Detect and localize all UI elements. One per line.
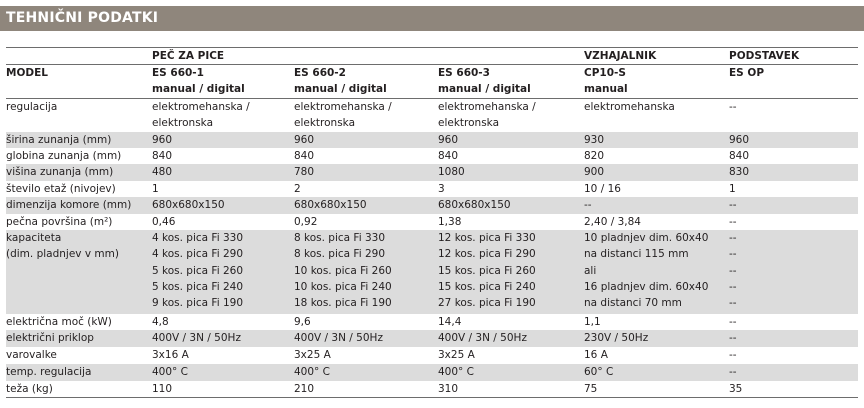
cell-es660-1: 110 — [152, 383, 173, 395]
cell-es660-2: 210 — [294, 383, 315, 395]
cell-es660-1: elektromehanska / elektronska — [152, 101, 250, 130]
cell-cp10s: 1,1 — [584, 316, 601, 328]
cell-es660-3: 310 — [438, 383, 459, 395]
cell-es660-1: 0,46 — [152, 216, 176, 228]
cell-cp10s: 2,40 / 3,84 — [584, 216, 641, 228]
cell-cp10s: 10 pladnjev dim. 60x40 na distanci 115 mm ali 16 pladnjev dim. 60x40 na distanci 70 mm — [584, 232, 709, 310]
cell-param: število etaž (nivojev) — [6, 183, 116, 195]
cell-cp10s: 75 — [584, 383, 598, 395]
cell-es660-3: 680x680x150 — [438, 199, 511, 211]
table-row — [6, 99, 858, 132]
cell-es660-2: 400° C — [294, 366, 330, 378]
group-header-row — [6, 48, 858, 64]
cell-param: električni priklop — [6, 332, 94, 344]
model-esop: ES OP — [729, 67, 765, 79]
cell-es660-3: 12 kos. pica Fi 330 12 kos. pica Fi 290 15 kos. pica Fi 260 15 kos. pica Fi 240 27 kos. pica Fi 190 — [438, 232, 536, 310]
cell-es660-1: 3x16 A — [152, 349, 189, 361]
cell-es660-3: elektromehanska / elektronska — [438, 101, 536, 130]
cell-esop: -- — [729, 332, 737, 344]
table-row — [6, 314, 858, 330]
table-row — [6, 330, 858, 347]
model-es660-3: ES 660-3 manual / digital — [438, 67, 531, 96]
table-row — [6, 230, 858, 314]
cell-es660-3: 840 — [438, 150, 459, 162]
cell-es660-1: 400° C — [152, 366, 188, 378]
cell-param: teža (kg) — [6, 383, 53, 395]
cell-cp10s: 930 — [584, 134, 605, 146]
table-row — [6, 181, 858, 197]
table-row — [6, 347, 858, 364]
cell-cp10s: 10 / 16 — [584, 183, 621, 195]
cell-es660-2: 960 — [294, 134, 315, 146]
group-header-stand: PODSTAVEK — [729, 50, 800, 62]
cell-cp10s: 900 — [584, 166, 605, 178]
title-banner — [0, 6, 864, 31]
model-header-row — [6, 65, 858, 98]
cell-es660-2: 3x25 A — [294, 349, 331, 361]
cell-esop: -- — [729, 349, 737, 361]
cell-esop: 830 — [729, 166, 750, 178]
cell-esop: 960 — [729, 134, 750, 146]
model-label: MODEL — [6, 67, 48, 79]
cell-es660-1: 840 — [152, 150, 173, 162]
cell-cp10s: 16 A — [584, 349, 608, 361]
cell-es660-3: 400V / 3N / 50Hz — [438, 332, 527, 344]
cell-esop: -- — [729, 216, 737, 228]
cell-es660-2: 780 — [294, 166, 315, 178]
group-header-pizza-oven: PEČ ZA PICE — [152, 50, 225, 62]
cell-esop: -- — [729, 366, 737, 378]
cell-cp10s: 230V / 50Hz — [584, 332, 649, 344]
cell-esop: 840 — [729, 150, 750, 162]
cell-cp10s: 60° C — [584, 366, 614, 378]
cell-param: višina zunanja (mm) — [6, 166, 114, 178]
table-row — [6, 364, 858, 381]
cell-es660-2: 2 — [294, 183, 301, 195]
cell-param: globina zunanja (mm) — [6, 150, 122, 162]
cell-es660-2: 9,6 — [294, 316, 311, 328]
cell-esop: -- -- -- -- -- — [729, 232, 737, 310]
cell-param: regulacija — [6, 101, 58, 113]
cell-es660-2: 680x680x150 — [294, 199, 367, 211]
cell-es660-2: 8 kos. pica Fi 330 8 kos. pica Fi 290 10 kos. pica Fi 260 10 kos. pica Fi 240 18 kos. pica Fi 190 — [294, 232, 392, 310]
cell-es660-1: 680x680x150 — [152, 199, 225, 211]
cell-es660-3: 3 — [438, 183, 445, 195]
cell-esop: -- — [729, 316, 737, 328]
model-es660-1: ES 660-1 manual / digital — [152, 67, 245, 96]
cell-es660-1: 4,8 — [152, 316, 169, 328]
cell-es660-1: 960 — [152, 134, 173, 146]
cell-esop: -- — [729, 199, 737, 211]
cell-esop: -- — [729, 101, 737, 113]
cell-es660-1: 400V / 3N / 50Hz — [152, 332, 241, 344]
table-row — [6, 214, 858, 230]
model-es660-2: ES 660-2 manual / digital — [294, 67, 387, 96]
cell-es660-1: 480 — [152, 166, 173, 178]
group-header-proofer: VZHAJALNIK — [584, 50, 657, 62]
table-row — [6, 197, 858, 214]
cell-param: dimenzija komore (mm) — [6, 199, 132, 211]
cell-es660-3: 14,4 — [438, 316, 462, 328]
cell-cp10s: 820 — [584, 150, 605, 162]
cell-es660-2: 400V / 3N / 50Hz — [294, 332, 383, 344]
cell-param: električna moč (kW) — [6, 316, 112, 328]
cell-cp10s: elektromehanska — [584, 101, 675, 113]
table-bottom-rule — [6, 397, 858, 398]
cell-param: varovalke — [6, 349, 57, 361]
cell-esop: 35 — [729, 383, 743, 395]
cell-param: temp. regulacija — [6, 366, 92, 378]
cell-es660-2: 840 — [294, 150, 315, 162]
cell-es660-2: 0,92 — [294, 216, 318, 228]
table-row — [6, 164, 858, 181]
cell-param: širina zunanja (mm) — [6, 134, 112, 146]
page-title: TEHNIČNI PODATKI — [6, 10, 159, 26]
cell-cp10s: -- — [584, 199, 592, 211]
table-row — [6, 148, 858, 164]
cell-es660-2: elektromehanska / elektronska — [294, 101, 392, 130]
cell-esop: 1 — [729, 183, 736, 195]
cell-es660-3: 3x25 A — [438, 349, 475, 361]
table-row — [6, 381, 858, 397]
cell-es660-3: 1080 — [438, 166, 465, 178]
cell-es660-3: 960 — [438, 134, 459, 146]
cell-param: kapaciteta (dim. pladnjev v mm) — [6, 232, 119, 261]
cell-es660-3: 400° C — [438, 366, 474, 378]
cell-param: pečna površina (m²) — [6, 216, 113, 228]
cell-es660-3: 1,38 — [438, 216, 462, 228]
cell-es660-1: 1 — [152, 183, 159, 195]
model-cp10s: CP10-S manual — [584, 67, 628, 96]
table-row — [6, 132, 858, 148]
cell-es660-1: 4 kos. pica Fi 330 4 kos. pica Fi 290 5 kos. pica Fi 260 5 kos. pica Fi 240 9 kos. pica Fi 190 — [152, 232, 243, 310]
